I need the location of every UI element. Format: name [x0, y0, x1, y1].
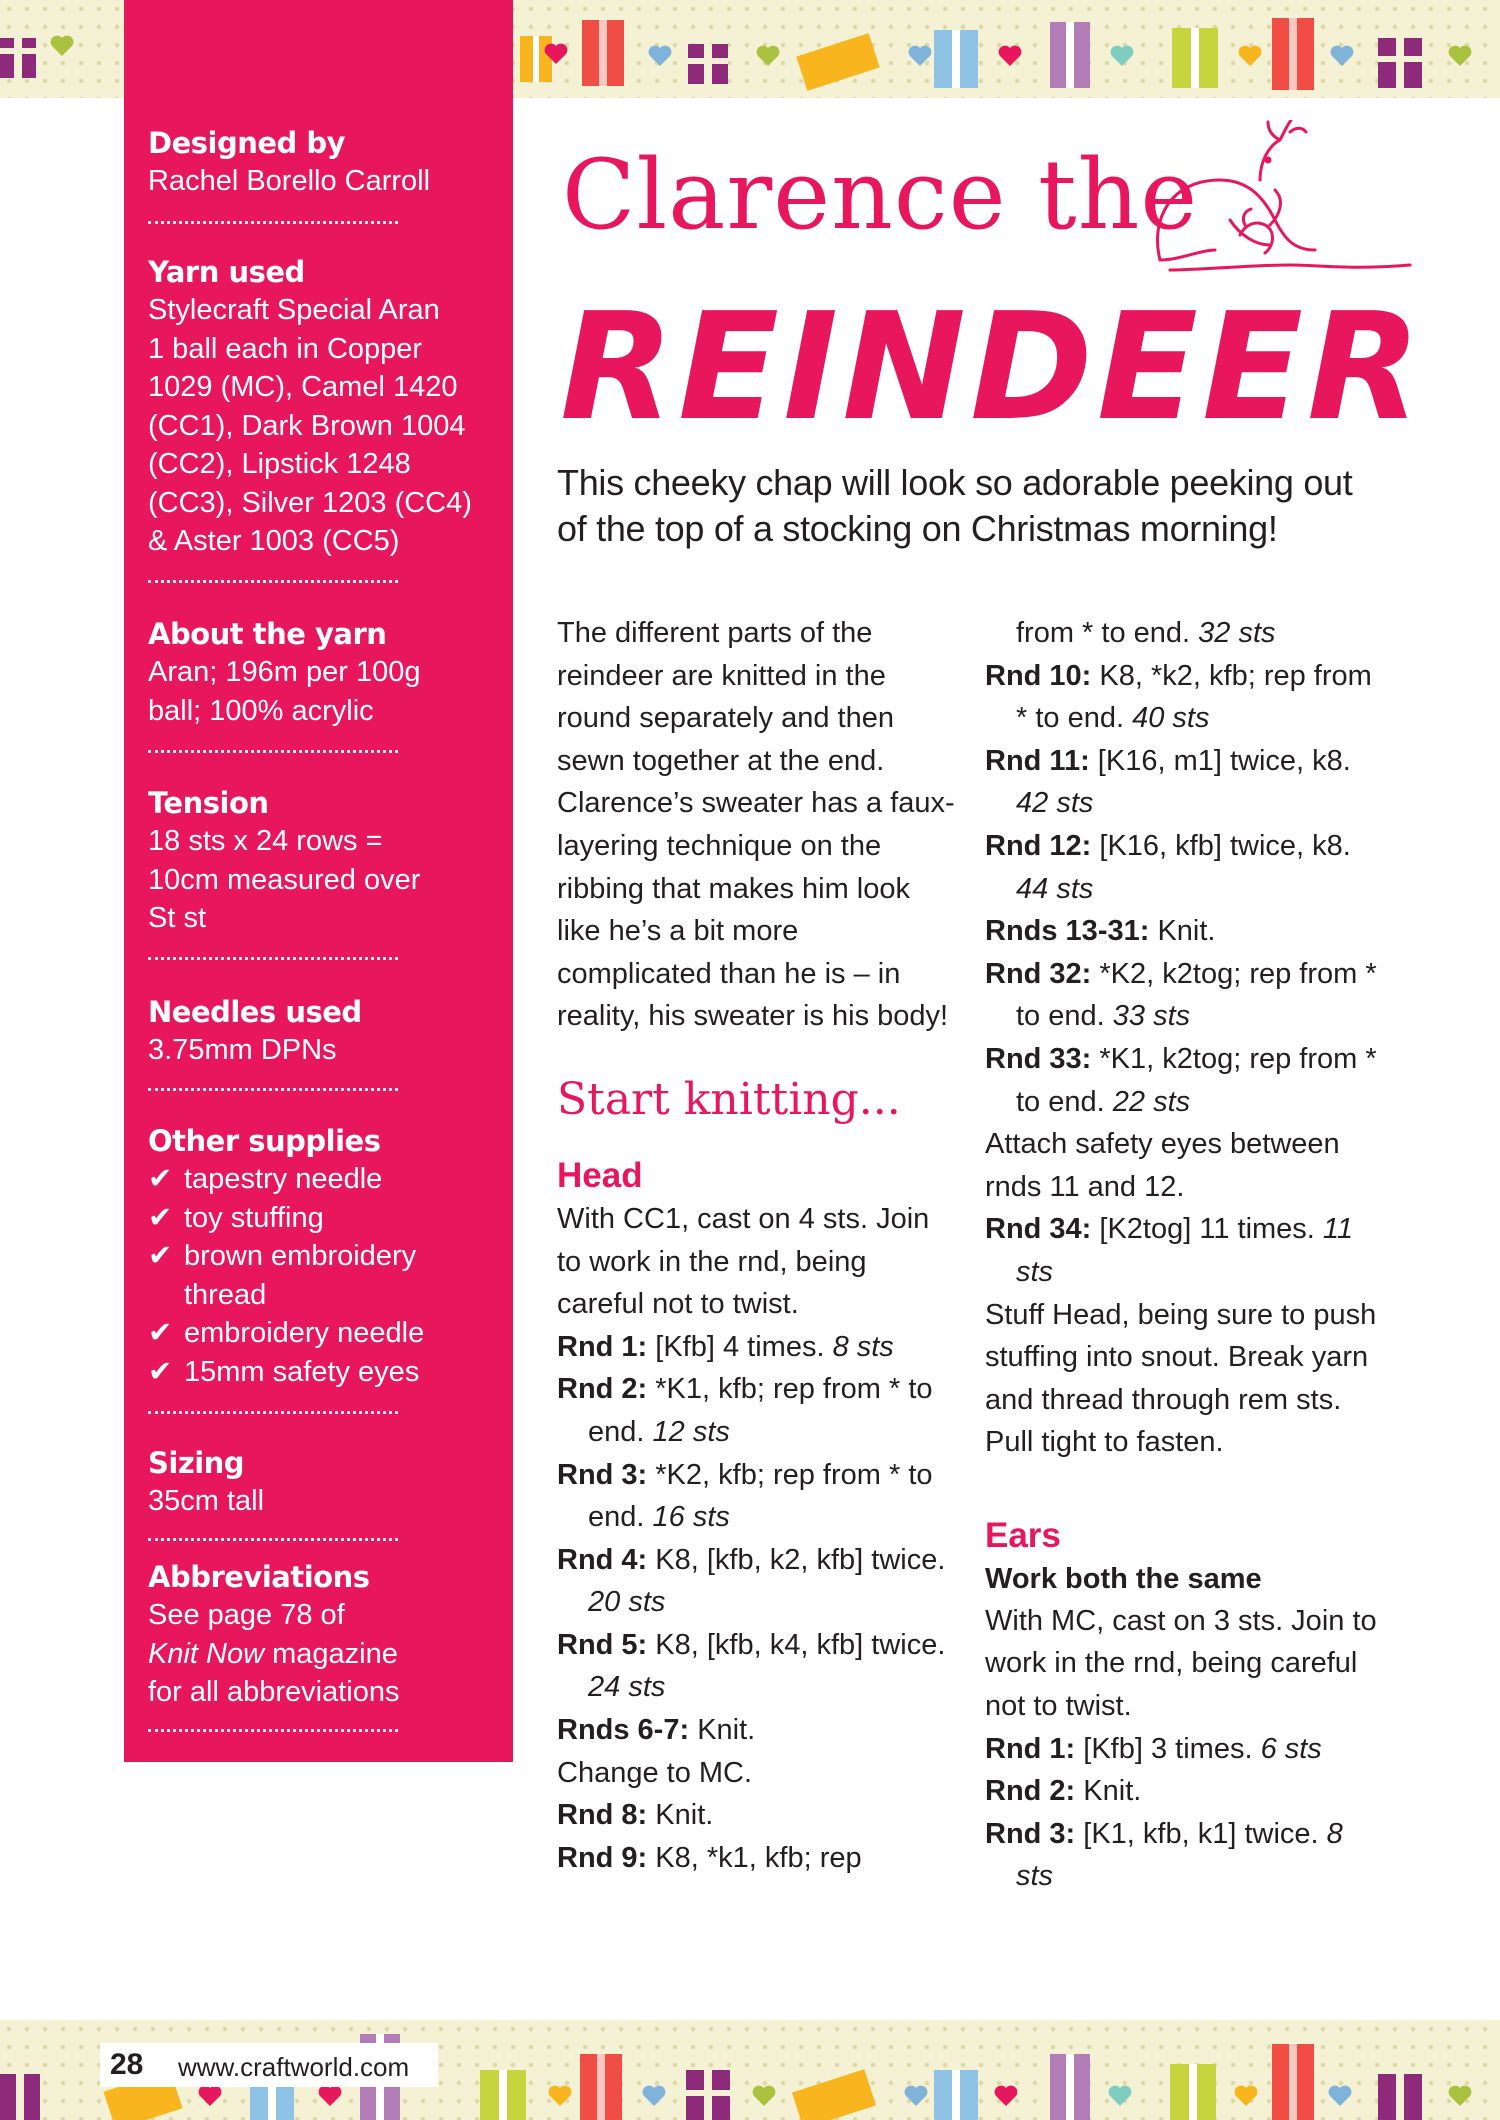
pattern-round: Rnd 11: [K16, m1] twice, k8. 42 sts: [985, 744, 1351, 820]
gift-icon: [1050, 22, 1090, 88]
gift-icon: [1050, 2054, 1090, 2120]
instructions-column-left: [557, 612, 957, 1879]
abbreviations-line: for all abbreviations: [148, 1676, 400, 1708]
supply-item: ✔ embroidery needle: [148, 1314, 488, 1353]
pattern-round: Rnd 2: Knit.: [985, 1775, 1142, 1808]
pattern-round-continued: from * to end. 32 sts: [1016, 617, 1276, 649]
gift-icon: [934, 30, 978, 88]
gift-icon: [580, 2054, 622, 2120]
heart-icon: [1109, 2086, 1132, 2106]
needles-section: [148, 993, 488, 1070]
pattern-round: Rnd 2: *K1, kfb; rep from * to end. 12 sts: [557, 1373, 933, 1448]
yarn-used-line: (CC2), Lipstick 1248: [148, 448, 411, 480]
pattern-round: Rnd 3: [K1, kfb, k1] twice. 8 sts: [985, 1817, 1343, 1893]
designed-by-section: [148, 124, 488, 201]
gift-icon: [934, 2070, 978, 2120]
heart-icon: [1111, 46, 1134, 66]
yarn-used-line: & Aster 1003 (CC5): [148, 525, 400, 557]
pattern-round: Rnd 12: [K16, kfb] twice, k8. 44 sts: [985, 829, 1351, 905]
gift-icon: [1172, 28, 1218, 88]
checkmark-icon: ✔: [148, 1201, 173, 1234]
heart-icon: [199, 2086, 222, 2106]
heart-icon: [1331, 46, 1354, 66]
gift-icon: [796, 33, 879, 91]
pattern-round: Rnd 1: [Kfb] 3 times. 6 sts: [985, 1732, 1322, 1765]
checkmark-icon: ✔: [148, 1355, 173, 1388]
pattern-round: Rnd 1: [Kfb] 4 times. 8 sts: [557, 1330, 894, 1363]
title-script: Clarence the: [562, 139, 1199, 251]
supply-item: ✔ toy stuffing: [148, 1199, 488, 1238]
pattern-round: Rnds 6-7: Knit.: [557, 1714, 756, 1747]
yarn-used-line: 1 ball each in Copper: [148, 332, 423, 365]
pattern-round: Rnd 10: K8, *k2, kfb; rep from * to end. 40 sts: [985, 659, 1372, 735]
gift-icon: [686, 2070, 730, 2120]
heart-icon: [1329, 2086, 1352, 2106]
reindeer-line-art-icon: [1140, 120, 1420, 290]
dotted-divider: [148, 1729, 398, 1732]
head-finish-note: Stuff Head, being sure to push stuffing into snout. Break yarn and thread through rem sts. Pull tight to fasten.: [985, 1298, 1377, 1459]
checkmark-icon: ✔: [148, 1317, 173, 1349]
head-section-title: Head: [557, 1155, 643, 1195]
supply-item: ✔ tapestry needle: [148, 1160, 488, 1199]
gift-icon: [1272, 18, 1314, 90]
website-link[interactable]: www.craftworld.com: [178, 2052, 410, 2082]
needles-heading: Needles used: [148, 995, 362, 1029]
sizing-section: [148, 1444, 488, 1521]
tension-heading: Tension: [148, 786, 269, 820]
heart-icon: [649, 46, 672, 66]
gift-icon: [1170, 2064, 1216, 2120]
gift-icon: [1272, 2044, 1314, 2120]
gift-icon: [1378, 38, 1422, 88]
dotted-divider: [148, 221, 398, 224]
pattern-round: Rnd 34: [K2tog] 11 times. 11 sts: [985, 1213, 1354, 1288]
about-yarn-heading: About the yarn: [148, 617, 387, 651]
heart-icon: [753, 2086, 776, 2106]
standfirst: This cheeky chap will look so adorable peeking out of the top of a stocking on Christmas morning!: [557, 462, 1353, 549]
yarn-used-section: [148, 253, 488, 561]
dotted-divider: [148, 750, 398, 753]
pattern-round: Rnds 13-31: Knit.: [985, 915, 1216, 948]
checkmark-icon: ✔: [148, 1240, 173, 1272]
heart-icon: [51, 36, 74, 56]
abbreviations-line: See page 78 of: [148, 1599, 345, 1631]
gift-icon: [0, 2074, 40, 2120]
tension-line: St st: [148, 902, 207, 934]
pattern-round: Rnd 9: K8, *k1, kfb; rep: [557, 1841, 862, 1874]
ears-subtitle: Work both the same: [985, 1562, 1262, 1595]
dotted-divider: [148, 957, 398, 960]
gift-icon: [688, 44, 728, 84]
supplies-list: [148, 1160, 488, 1391]
abbreviations-line: Knit Now magazine: [148, 1637, 398, 1670]
about-yarn-section: [148, 615, 488, 730]
pattern-details-sidebar: [124, 0, 513, 1762]
pattern-round: Rnd 32: *K2, k2tog; rep from * to end. 33 sts: [985, 957, 1377, 1033]
pattern-round: Rnd 4: K8, [kfb, k2, kfb] twice. 20 sts: [557, 1543, 946, 1619]
dotted-divider: [148, 1411, 398, 1414]
page-number: 28: [110, 2048, 144, 2081]
start-knitting-heading: Start knitting...: [557, 1073, 901, 1125]
other-supplies-heading: Other supplies: [148, 1124, 381, 1158]
heart-icon: [643, 2086, 666, 2106]
heart-icon: [995, 2086, 1018, 2106]
heart-icon: [999, 46, 1022, 66]
heart-icon: [909, 46, 932, 66]
sizing-text: 35cm tall: [148, 1485, 265, 1517]
instructions-column-right: [985, 612, 1385, 1898]
page-title: REINDEER: [560, 281, 1426, 453]
dotted-divider: [148, 1088, 398, 1091]
gift-icon: [520, 36, 552, 82]
designer-name: Rachel Borello Carroll: [148, 165, 431, 197]
heart-icon: [1235, 2086, 1258, 2106]
abbreviations-heading: Abbreviations: [148, 1560, 370, 1594]
heart-icon: [549, 2086, 572, 2106]
page-footer: [100, 2043, 438, 2087]
heart-icon: [319, 2086, 342, 2106]
color-change-note: Change to MC.: [557, 1756, 753, 1789]
tension-section: [148, 784, 488, 938]
intro-paragraph: The different parts of the reindeer are knitted in the round separately and then sewn together at the end. Clarence’s sweater has a faux-layering technique on the ribbing that makes him look like he’s a bit more complicated than he is – in reality, his sweater is his body!: [557, 617, 955, 1033]
other-supplies-section: [148, 1122, 488, 1391]
gift-icon: [1378, 2074, 1422, 2120]
designed-by-heading: Designed by: [148, 126, 346, 160]
heart-icon: [1449, 46, 1472, 66]
about-yarn-line: Aran; 196m per 100g: [148, 656, 421, 688]
dotted-divider: [148, 580, 398, 583]
yarn-used-heading: Yarn used: [148, 255, 305, 289]
yarn-used-line: 1029 (MC), Camel 1420: [148, 371, 458, 403]
gift-icon: [480, 2070, 526, 2120]
supply-item: ✔ 15mm safety eyes: [148, 1353, 488, 1392]
tension-line: 18 sts x 24 rows =: [148, 825, 383, 857]
supply-item: ✔ brown embroidery thread: [148, 1237, 488, 1314]
tension-line: 10cm measured over: [148, 863, 421, 896]
heart-icon: [1239, 46, 1262, 66]
magazine-name: Knit Now: [148, 1637, 265, 1670]
head-intro: With CC1, cast on 4 sts. Join to work in the rnd, being careful not to twist.: [557, 1202, 930, 1321]
abbreviations-section: [148, 1558, 488, 1712]
ears-intro: With MC, cast on 3 sts. Join to work in the rnd, being careful not to twist.: [985, 1604, 1377, 1723]
needles-text: 3.75mm DPNs: [148, 1034, 337, 1066]
heart-icon: [905, 2086, 928, 2106]
gift-icon: [0, 38, 36, 78]
gift-icon: [582, 20, 624, 86]
heart-icon: [757, 46, 780, 66]
heart-icon: [1449, 2086, 1472, 2106]
yarn-used-line: (CC3), Silver 1203 (CC4): [148, 486, 472, 519]
ears-section-title: Ears: [985, 1515, 1061, 1555]
yarn-used-line: (CC1), Dark Brown 1004: [148, 409, 466, 442]
pattern-round: Rnd 5: K8, [kfb, k4, kfb] twice. 24 sts: [557, 1628, 946, 1704]
yarn-used-line: Stylecraft Special Aran: [148, 294, 440, 326]
gift-icon: [792, 2069, 876, 2120]
about-yarn-line: ball; 100% acrylic: [148, 694, 374, 727]
pattern-round: Rnd 8: Knit.: [557, 1799, 714, 1832]
pattern-round: Rnd 33: *K1, k2tog; rep from * to end. 22 sts: [985, 1042, 1377, 1118]
pattern-round: Rnd 3: *K2, kfb; rep from * to end. 16 sts: [557, 1458, 933, 1534]
safety-eyes-note: Attach safety eyes between rnds 11 and 12.: [985, 1128, 1340, 1203]
checkmark-icon: ✔: [148, 1163, 173, 1195]
sizing-heading: Sizing: [148, 1446, 245, 1480]
dotted-divider: [148, 1538, 398, 1541]
